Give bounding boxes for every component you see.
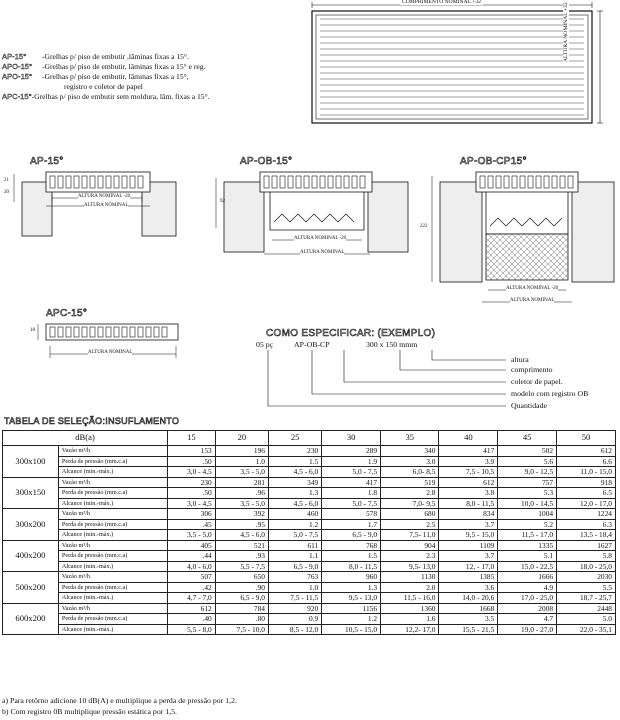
table-cell: .96 bbox=[215, 488, 268, 499]
row-label: Alcance (min.-máx.) bbox=[58, 498, 167, 509]
table-cell: 1156 bbox=[322, 603, 381, 614]
table-cell: 1385 bbox=[439, 572, 498, 583]
model-legend bbox=[2, 52, 302, 102]
legend-code: APO-15° bbox=[2, 62, 33, 71]
table-cell: 14,0 - 20,6 bbox=[439, 593, 498, 604]
table-cell: 3,0 - 4,5 bbox=[168, 467, 216, 478]
row-label: Alcance (min.-máx.) bbox=[58, 593, 167, 604]
table-cell: 3.7 bbox=[439, 519, 498, 530]
table-cell: 8,0 - 11,5 bbox=[322, 561, 381, 572]
row-label: Vazão m³/h bbox=[58, 509, 167, 520]
ap15-section-svg bbox=[0, 168, 200, 248]
table-cell: 22,0 - 35,1 bbox=[557, 624, 616, 635]
row-label: Vazão m³/h bbox=[58, 446, 167, 457]
table-cell: 1.3 bbox=[322, 582, 381, 593]
callout-modelo: modelo com registro OB bbox=[511, 389, 589, 398]
row-label: Perda de pressão (mm.c.a) bbox=[58, 582, 167, 593]
table-cell: 2448 bbox=[557, 603, 616, 614]
table-cell: 1335 bbox=[498, 540, 557, 551]
table-column-header: 45 bbox=[498, 431, 557, 446]
table-cell: 4,5 - 6,0 bbox=[215, 530, 268, 541]
dim-92: 92 bbox=[220, 199, 225, 204]
table-cell: 4.7 bbox=[498, 614, 557, 625]
table-cell: 1.6 bbox=[381, 614, 439, 625]
table-cell: 650 bbox=[215, 572, 268, 583]
table-cell: 17,0 - 25,0 bbox=[498, 593, 557, 604]
section-title-apob15: AP-OB-15° bbox=[240, 156, 293, 167]
table-cell: .80 bbox=[215, 614, 268, 625]
table-cell: 768 bbox=[322, 540, 381, 551]
table-row bbox=[3, 624, 616, 635]
table-row bbox=[3, 593, 616, 604]
table-cell: 5.2 bbox=[498, 519, 557, 530]
table-cell: 5,5 - 7,5 bbox=[215, 561, 268, 572]
size-cell: 500x200 bbox=[3, 572, 59, 604]
table-title: TABELA DE SELEÇÃO:INSUFLAMENTO bbox=[4, 416, 180, 426]
table-row bbox=[3, 540, 616, 551]
table-cell: 502 bbox=[498, 446, 557, 457]
table-cell: 12, - 17,0 bbox=[439, 561, 498, 572]
table-column-header: 35 bbox=[381, 431, 439, 446]
table-column-header: 20 bbox=[215, 431, 268, 446]
table-cell: 4.9 bbox=[498, 582, 557, 593]
table-cell: 7,5- 11,0 bbox=[381, 530, 439, 541]
size-cell: 600x200 bbox=[3, 603, 59, 635]
table-row bbox=[3, 467, 616, 478]
table-cell: 230 bbox=[269, 446, 322, 457]
table-cell: 2030 bbox=[557, 572, 616, 583]
spec-model: AP-OB-CP bbox=[294, 340, 330, 349]
table-cell: 3.7 bbox=[439, 551, 498, 562]
table-cell: 680 bbox=[381, 509, 439, 520]
table-cell: 2008 bbox=[498, 603, 557, 614]
width-dimension-label: COMPRIMENTO NOMINAL +32 bbox=[402, 0, 481, 5]
table-cell: 5.1 bbox=[498, 551, 557, 562]
table-row bbox=[3, 519, 616, 530]
table-cell: 612 bbox=[168, 603, 216, 614]
table-cell: 612 bbox=[439, 477, 498, 488]
table-cell: 1.0 bbox=[269, 582, 322, 593]
table-cell: 5,0 - 7,5 bbox=[322, 498, 381, 509]
table-cell: 230 bbox=[168, 477, 216, 488]
table-row bbox=[3, 614, 616, 625]
table-cell: 5.8 bbox=[557, 551, 616, 562]
table-cell: 7,5 - 10,0 bbox=[215, 624, 268, 635]
table-cell: 5.6 bbox=[498, 456, 557, 467]
table-cell: 7,0- 9,5 bbox=[381, 498, 439, 509]
selection-table-body bbox=[3, 431, 616, 635]
table-cell: 12,2- 17,0 bbox=[381, 624, 439, 635]
table-cell: 11,0 - 15,0 bbox=[557, 467, 616, 478]
table-cell: 349 bbox=[269, 477, 322, 488]
table-cell: 15,0 - 22,5 bbox=[498, 561, 557, 572]
table-cell: 196 bbox=[215, 446, 268, 457]
table-cell: .93 bbox=[215, 551, 268, 562]
row-label: Alcance (min.-máx.) bbox=[58, 530, 167, 541]
table-column-header: 40 bbox=[439, 431, 498, 446]
table-cell: 1.5 bbox=[322, 551, 381, 562]
legend-text: -Grelhas p/ piso de embutir sem moldura, lâm. fixas a 15°. bbox=[31, 92, 210, 101]
callout-coletor: coletor de papel. bbox=[511, 377, 563, 386]
legend-code: AP-15° bbox=[2, 52, 27, 61]
table-cell: 9,5 - 15,0 bbox=[439, 530, 498, 541]
table-cell: 9,5 - 13,0 bbox=[322, 593, 381, 604]
table-cell: 153 bbox=[168, 446, 216, 457]
table-cell: 460 bbox=[269, 509, 322, 520]
table-cell: 281 bbox=[215, 477, 268, 488]
table-cell: 18,0 - 25,0 bbox=[557, 561, 616, 572]
section-title-apobcp15: AP-OB-CP15° bbox=[460, 156, 527, 167]
table-cell: 15,5 - 21,5 bbox=[439, 624, 498, 635]
apob15-section-svg bbox=[214, 168, 424, 278]
note-a: a) Para retôrno adicione 10 dB(A) e multiplique a perda de pressão por 1,2. bbox=[2, 696, 237, 705]
table-row bbox=[3, 456, 616, 467]
table-cell: 1666 bbox=[498, 572, 557, 583]
table-column-header: 25 bbox=[269, 431, 322, 446]
table-row bbox=[3, 561, 616, 572]
label-altura-minus20: ALTURA NOMINAL -20 bbox=[78, 194, 131, 199]
table-cell: 1.2 bbox=[269, 519, 322, 530]
table-cell: 11,5 - 17,0 bbox=[498, 530, 557, 541]
table-cell: 578 bbox=[322, 509, 381, 520]
table-cell: 4,0 - 6,0 bbox=[168, 561, 216, 572]
table-row bbox=[3, 509, 616, 520]
table-cell: 5,0 - 7,5 bbox=[269, 530, 322, 541]
table-row bbox=[3, 572, 616, 583]
callout-altura: altura bbox=[511, 355, 529, 364]
section-drawing-apob15 bbox=[214, 168, 424, 278]
dim-18: 18 bbox=[30, 328, 35, 333]
table-cell: 18,7 - 25,7 bbox=[557, 593, 616, 604]
table-row bbox=[3, 530, 616, 541]
table-cell: 6,5 - 9,0 bbox=[322, 530, 381, 541]
table-cell: 4,7 - 7,0 bbox=[168, 593, 216, 604]
table-cell: 960 bbox=[322, 572, 381, 583]
table-cell: .95 bbox=[215, 519, 268, 530]
row-label: Vazão m³/h bbox=[58, 477, 167, 488]
table-row bbox=[3, 446, 616, 457]
table-cell: 5.3 bbox=[498, 488, 557, 499]
table-cell: 1.2 bbox=[322, 614, 381, 625]
table-cell: 1.0 bbox=[215, 456, 268, 467]
label-altura-minus20: ALTURA NOMINAL -20 bbox=[294, 236, 347, 241]
table-cell: .90 bbox=[215, 582, 268, 593]
label-altura-minus20: ALTURA NOMINAL -20 bbox=[506, 286, 559, 291]
table-cell: 6.3 bbox=[557, 519, 616, 530]
label-altura: ALTURA NOMINAL bbox=[300, 250, 345, 255]
table-row bbox=[3, 582, 616, 593]
table-cell: 8,5 - 12,0 bbox=[269, 624, 322, 635]
table-cell: .50 bbox=[168, 488, 216, 499]
row-label: Perda de pressão (mm.c.a) bbox=[58, 519, 167, 530]
table-cell: 7,5 - 10,5 bbox=[439, 467, 498, 478]
table-cell: 11,5 - 16,0 bbox=[381, 593, 439, 604]
table-cell: 757 bbox=[498, 477, 557, 488]
table-cell: 340 bbox=[381, 446, 439, 457]
table-cell: 5.5 bbox=[557, 582, 616, 593]
table-cell: 3.9 bbox=[439, 456, 498, 467]
table-cell: 5,5 - 8,0 bbox=[168, 624, 216, 635]
row-label: Vazão m³/h bbox=[58, 540, 167, 551]
table-cell: 611 bbox=[269, 540, 322, 551]
row-label: Perda de pressão (mm.c.a) bbox=[58, 551, 167, 562]
dim-20: 20 bbox=[4, 190, 9, 195]
legend-text: -Grelhas p/ piso de embutir, lâminas fixas a 15° e reg. bbox=[42, 62, 206, 71]
legend-text: -Grelhas p/ piso de embutir, lâminas fixas a 15°, bbox=[42, 72, 189, 81]
table-row bbox=[3, 477, 616, 488]
table-cell: 612 bbox=[557, 446, 616, 457]
legend-row bbox=[2, 62, 302, 72]
table-cell: 6,5 - 9,0 bbox=[269, 561, 322, 572]
table-cell: 289 bbox=[322, 446, 381, 457]
spec-qty: 05 pç bbox=[256, 340, 274, 349]
table-cell: 920 bbox=[269, 603, 322, 614]
table-cell: 0.9 bbox=[269, 614, 322, 625]
table-column-header: 50 bbox=[557, 431, 616, 446]
table-column-header: 15 bbox=[168, 431, 216, 446]
section-title-ap15: AP-15° bbox=[30, 156, 64, 167]
table-cell: 784 bbox=[215, 603, 268, 614]
table-cell: 2.5 bbox=[381, 519, 439, 530]
row-label: Perda de pressão (mm.c.a) bbox=[58, 456, 167, 467]
legend-text: registro e coletor de papel bbox=[64, 82, 143, 91]
table-cell: 2.3 bbox=[381, 551, 439, 562]
section-title-apc15: APC-15° bbox=[46, 308, 88, 319]
size-cell: 300x200 bbox=[3, 509, 59, 541]
grille-plan-view bbox=[300, 0, 620, 130]
table-cell: 5.0 bbox=[557, 614, 616, 625]
section-drawing-apobcp15 bbox=[420, 168, 620, 313]
table-cell: 1004 bbox=[498, 509, 557, 520]
table-cell: 1668 bbox=[439, 603, 498, 614]
legend-code: APO-15° bbox=[2, 72, 33, 81]
section-drawing-apc15 bbox=[26, 320, 196, 362]
note-b: b) Com registro 0B multiplique pressão estática por 1,5. bbox=[2, 707, 177, 716]
table-cell: 405 bbox=[168, 540, 216, 551]
label-altura: ALTURA NOMINAL bbox=[88, 350, 133, 355]
table-cell: 519 bbox=[381, 477, 439, 488]
table-cell: 417 bbox=[439, 446, 498, 457]
table-cell: 5,0 - 7,5 bbox=[322, 467, 381, 478]
apobcp15-section-svg bbox=[420, 168, 620, 313]
table-cell: .40 bbox=[168, 614, 216, 625]
table-cell: 6.5 bbox=[557, 488, 616, 499]
table-row bbox=[3, 551, 616, 562]
callout-quantidade: Quantidade bbox=[511, 401, 547, 410]
table-cell: 6,0- 8,5 bbox=[381, 467, 439, 478]
legend-row bbox=[2, 52, 302, 62]
row-label: Perda de pressão (mm.c.a) bbox=[58, 614, 167, 625]
label-altura: ALTURA NOMINAL bbox=[510, 298, 555, 303]
table-cell: 3,5 - 5,0 bbox=[215, 467, 268, 478]
row-label: Alcance (min.-máx.) bbox=[58, 624, 167, 635]
table-cell: 507 bbox=[168, 572, 216, 583]
table-row bbox=[3, 498, 616, 509]
table-cell: 1.1 bbox=[269, 551, 322, 562]
legend-row bbox=[2, 92, 302, 102]
table-cell: .50 bbox=[168, 456, 216, 467]
row-label: Alcance (min.-máx.) bbox=[58, 561, 167, 572]
table-header-label: dB(a) bbox=[3, 431, 168, 446]
table-cell: 3.5 bbox=[439, 614, 498, 625]
table-cell: 417 bbox=[322, 477, 381, 488]
table-cell: 1627 bbox=[557, 540, 616, 551]
table-row bbox=[3, 488, 616, 499]
size-cell: 300x150 bbox=[3, 477, 59, 509]
table-cell: 392 bbox=[215, 509, 268, 520]
table-cell: 6.6 bbox=[557, 456, 616, 467]
legend-code: APC-15° bbox=[2, 92, 32, 101]
table-row bbox=[3, 603, 616, 614]
dim-21: 21 bbox=[4, 178, 9, 183]
section-drawing-ap15 bbox=[0, 168, 200, 248]
table-cell: 1.8 bbox=[322, 488, 381, 499]
table-cell: 3,5 - 5,0 bbox=[168, 530, 216, 541]
table-cell: 3.6 bbox=[439, 582, 498, 593]
table-cell: 4,5 - 6,0 bbox=[269, 498, 322, 509]
table-header-row bbox=[3, 431, 616, 446]
legend-row bbox=[2, 72, 302, 82]
table-cell: 2.8 bbox=[381, 488, 439, 499]
table-cell: 306 bbox=[168, 509, 216, 520]
selection-table bbox=[2, 430, 616, 635]
spec-heading: COMO ESPECIFICAR: (EXEMPLO) bbox=[266, 328, 436, 339]
table-cell: 4,5 - 6,0 bbox=[269, 467, 322, 478]
table-cell: 904 bbox=[381, 540, 439, 551]
table-cell: 2.0 bbox=[381, 582, 439, 593]
table-cell: 1.7 bbox=[322, 519, 381, 530]
spec-size: 300 x 150 mmm bbox=[366, 340, 418, 349]
table-cell: 9,0 - 12,5 bbox=[498, 467, 557, 478]
table-cell: 8,0 - 11,5 bbox=[439, 498, 498, 509]
spec-example bbox=[256, 340, 616, 420]
dim-222: 222 bbox=[420, 224, 428, 229]
table-cell: 1224 bbox=[557, 509, 616, 520]
height-dimension-label: ALTURA NOMINAL +32 bbox=[563, 2, 569, 62]
table-cell: .45 bbox=[168, 519, 216, 530]
row-label: Vazão m³/h bbox=[58, 603, 167, 614]
table-column-header: 30 bbox=[322, 431, 381, 446]
table-cell: 13,5 - 18,4 bbox=[557, 530, 616, 541]
table-cell: 918 bbox=[557, 477, 616, 488]
table-cell: .44 bbox=[168, 551, 216, 562]
row-label: Alcance (min.-máx.) bbox=[58, 467, 167, 478]
table-cell: 1.5 bbox=[269, 456, 322, 467]
table-cell: 1.9 bbox=[322, 456, 381, 467]
table-cell: 9,5- 13,0 bbox=[381, 561, 439, 572]
table-cell: 3.8 bbox=[439, 488, 498, 499]
table-cell: 3,5 - 5,0 bbox=[215, 498, 268, 509]
table-cell: 521 bbox=[215, 540, 268, 551]
table-cell: 10,5 - 15,0 bbox=[322, 624, 381, 635]
table-cell: 19,0 - 27,0 bbox=[498, 624, 557, 635]
top-grille-drawing bbox=[300, 0, 620, 130]
table-cell: 12,0 - 17,0 bbox=[557, 498, 616, 509]
row-label: Vazão m³/h bbox=[58, 572, 167, 583]
table-cell: 6,5 - 9,0 bbox=[215, 593, 268, 604]
callout-comprimento: comprimento bbox=[511, 365, 553, 374]
table-cell: 3,0 - 4,5 bbox=[168, 498, 216, 509]
size-cell: 400x200 bbox=[3, 540, 59, 572]
table-cell: 1130 bbox=[381, 572, 439, 583]
label-altura: ALTURA NOMINAL bbox=[84, 203, 129, 208]
legend-text: -Grelhas p/ piso de embutir ,lâminas fixas a 15°. bbox=[42, 52, 189, 61]
table-cell: 3.0 bbox=[381, 456, 439, 467]
table-cell: 763 bbox=[269, 572, 322, 583]
table-cell: 834 bbox=[439, 509, 498, 520]
table-cell: .42 bbox=[168, 582, 216, 593]
apc15-section-svg bbox=[26, 320, 196, 362]
table-cell: 1.3 bbox=[269, 488, 322, 499]
legend-row bbox=[2, 82, 302, 92]
table-cell: 7,5 - 11,5 bbox=[269, 593, 322, 604]
size-cell: 300x100 bbox=[3, 446, 59, 478]
table-cell: 10,0 - 14,5 bbox=[498, 498, 557, 509]
table-cell: 1109 bbox=[439, 540, 498, 551]
row-label: Perda de pressão (mm.c.a) bbox=[58, 488, 167, 499]
table-cell: 1360 bbox=[381, 603, 439, 614]
